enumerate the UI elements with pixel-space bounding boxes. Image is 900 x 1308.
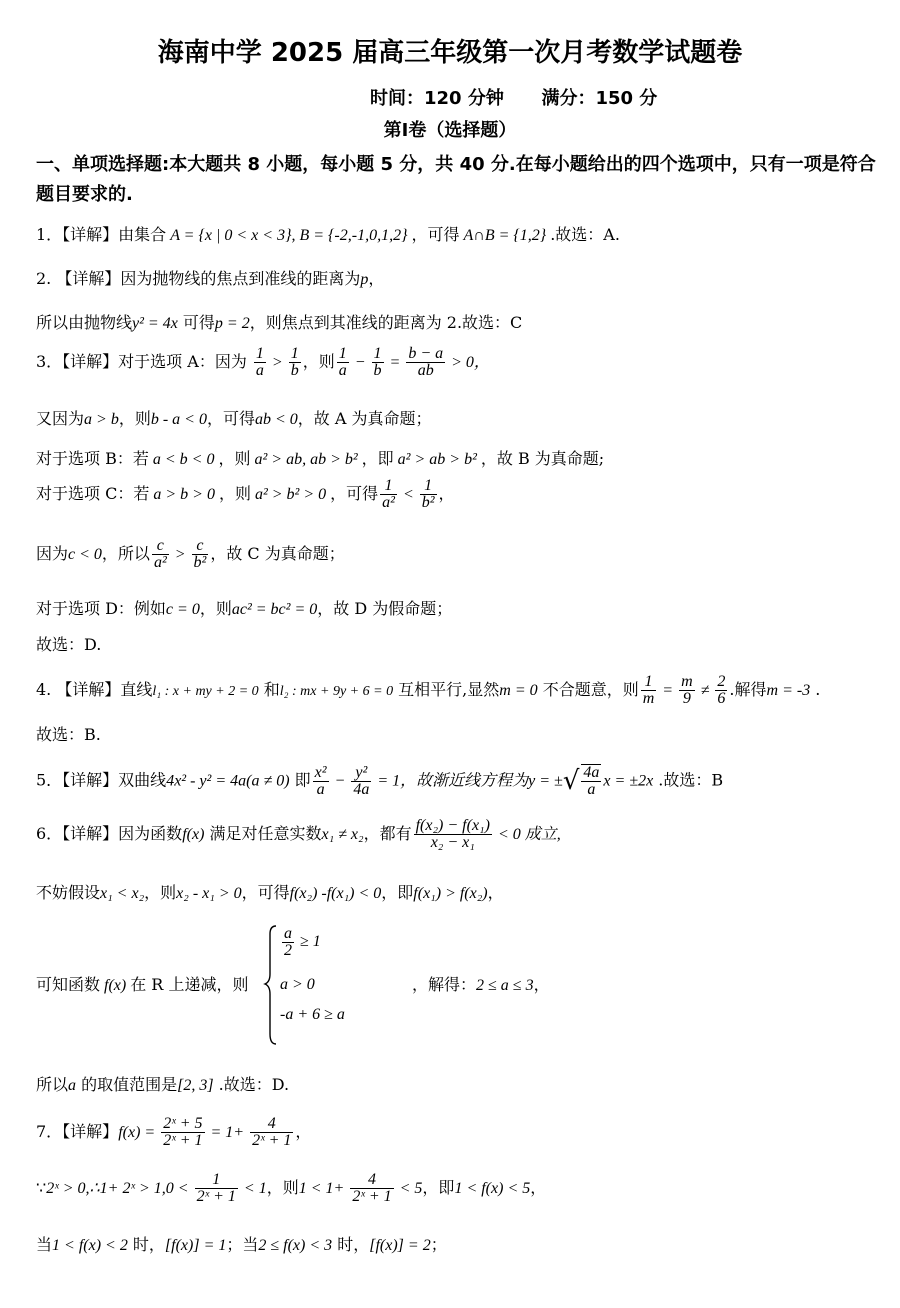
q6-math: 2 ≤ a ≤ 3	[476, 977, 534, 994]
q7-math: 1 < f(x) < 5	[454, 1180, 531, 1197]
q3-text: ，则	[218, 449, 251, 468]
q6-answer: .故选：D.	[213, 1075, 290, 1094]
system-row-1: $\frac{a}{2}$ ≥ 1	[284, 925, 321, 959]
fraction: $\frac{1}{a}$	[338, 345, 347, 379]
q2-text: 2. 【详解】因为抛物线的焦点到准线的距离为	[36, 269, 361, 288]
q1-text: 1．【详解】由集合	[36, 225, 167, 244]
q7-text: 时，	[127, 1235, 165, 1254]
fraction: $\frac{c}{\text{a²}}$	[153, 537, 167, 571]
q4-text: 和	[258, 680, 280, 699]
q4-text: 不合题意，则	[537, 680, 639, 699]
q7-line-1	[36, 1116, 311, 1149]
q4-text: .	[810, 680, 821, 699]
q5-text: = 1，故渐近线方程为	[373, 772, 529, 790]
q6-text: 的取值范围是	[76, 1075, 178, 1094]
fraction: $\frac{m}{9}$	[681, 673, 693, 707]
q5-answer: .故选：B	[653, 770, 724, 790]
q4-answer: 故选：B.	[36, 725, 101, 744]
q3-math: c < 0	[68, 546, 102, 563]
q3-text: ，可得	[206, 409, 255, 428]
q6-text: 所以	[36, 1075, 69, 1094]
brace-icon	[262, 922, 282, 1048]
inequality-system	[262, 922, 382, 1048]
fraction: $\frac{1}{b}$	[373, 345, 382, 379]
q1-math: A = {x | 0 < x < 3}, B = {-2,-1,0,1,2}	[166, 227, 412, 244]
exam-time-score	[370, 84, 657, 110]
q7-math: 1 < 1+	[298, 1180, 349, 1197]
q6-text: 在 R 上递减，则	[130, 975, 249, 994]
q4-math: m = -3	[766, 682, 811, 699]
q6-text: ，	[533, 975, 550, 994]
q1-answer: .故选：A.	[550, 225, 620, 244]
q6-math: x₂ - x₁ > 0	[176, 885, 242, 902]
q3-text: ，即	[361, 449, 394, 468]
q3-text: ，	[438, 484, 455, 503]
q2-text-4: 可得	[177, 313, 215, 332]
q7-text: ，即	[422, 1178, 455, 1197]
fraction: $\frac{1}{m}$	[642, 673, 655, 707]
q7-math: [f(x)] = 1	[164, 1237, 227, 1254]
q6-text: ，则	[144, 883, 177, 902]
q6-math: x₁ < x₂	[100, 885, 145, 902]
sqrt-symbol: √	[562, 766, 580, 796]
q7-text: ，	[530, 1178, 547, 1197]
q6-text: ，即	[381, 883, 414, 902]
q7-text: ∵	[36, 1178, 47, 1197]
q7-text: 时，	[332, 1235, 370, 1254]
q6-line-4	[36, 1072, 289, 1095]
q6-text: < 0 成立,	[493, 826, 561, 843]
q6-math: a	[68, 1077, 77, 1094]
fraction: $\frac{4}{\text{2ˣ + 1}}$	[252, 1115, 292, 1149]
fraction: $\frac{1}{\text{2ˣ + 1}}$	[196, 1171, 236, 1205]
q4-text: 4. 【详解】直线	[36, 680, 153, 699]
q3-answer: 故选：D.	[36, 635, 102, 654]
q7-text: ；当	[226, 1235, 259, 1254]
q7-math: < 5	[395, 1180, 423, 1197]
q6-text: ，可得	[241, 883, 290, 902]
q3-line-3	[36, 446, 604, 469]
q2-line-1	[36, 266, 384, 289]
q3-text: ，故 C 为真命题；	[210, 544, 345, 563]
q3-op: >	[267, 354, 287, 371]
q6-line-3b	[412, 972, 550, 995]
q6-math: f(x)	[182, 826, 205, 843]
q6-math: [2, 3]	[177, 1077, 214, 1094]
q3-text: ，可得	[330, 484, 379, 503]
q5-text: 即	[289, 770, 311, 790]
fraction: $\frac{\text{y²}}{4a}$	[353, 763, 370, 798]
q3-math: ac² = bc² = 0	[231, 601, 318, 618]
q6-text: 不妨假设	[36, 883, 101, 902]
q7-math: 1 < f(x) < 2	[52, 1237, 128, 1254]
q5-math: x = ±2x	[603, 772, 654, 790]
q3-text: 因为	[36, 544, 69, 563]
q7-text: 7．【详解】	[36, 1122, 119, 1141]
q6-line-3	[36, 972, 248, 995]
q3-text: 3．【详解】对于选项 A：因为	[36, 352, 247, 371]
q7-line-2	[36, 1172, 546, 1205]
exam-score: 满分：150 分	[541, 88, 658, 109]
q3-math: a > b	[84, 411, 119, 428]
q7-math: 2ˣ > 0,∴1+ 2ˣ > 1,0 <	[46, 1180, 193, 1197]
q6-math: f(x₂) -f(x₁) < 0	[289, 885, 382, 902]
fraction: $\frac{1}{a}$	[255, 345, 264, 379]
q3-math: c = 0	[165, 601, 200, 618]
q7-math: = 1+	[206, 1124, 249, 1141]
fraction: $\frac{\text{2ˣ + 5}}{\text{2ˣ + 1}}$	[163, 1115, 203, 1149]
q5-math: y = ±	[528, 772, 563, 790]
fraction: $\frac{4}{\text{2ˣ + 1}}$	[352, 1171, 392, 1205]
q3-text: ，则	[218, 484, 251, 503]
q3-op: −	[350, 354, 370, 371]
q4-line-1	[36, 674, 820, 707]
q3-math: a < b < 0	[148, 451, 219, 468]
q3-text: ，则	[118, 409, 151, 428]
q3-op: >	[170, 546, 190, 563]
q3-text: ，则	[199, 599, 232, 618]
q3-line-2	[36, 406, 432, 429]
q5-line	[36, 764, 723, 798]
q3-text: 又因为	[36, 409, 85, 428]
q7-math: f(x) =	[118, 1124, 160, 1141]
q6-math: x₁ ≠ x₂	[321, 826, 364, 843]
q6-math: f(x)	[100, 977, 131, 994]
fraction: $\frac{a}{2}$	[284, 925, 292, 959]
q3-math: b - a < 0	[150, 411, 207, 428]
q3-line-6	[36, 596, 452, 619]
q2-math: p	[360, 271, 369, 288]
fraction: $\frac{\text{x²}}{a}$	[314, 763, 327, 798]
fraction: $\frac{1}{\text{b²}}$	[421, 477, 435, 511]
fraction: $\frac{4a}{a}$	[583, 764, 600, 798]
q3-line-5	[36, 538, 345, 571]
q6-line-1	[36, 818, 561, 851]
q7-text: ；	[430, 1235, 447, 1254]
q2-line-2	[36, 310, 522, 333]
q7-math: < 1	[239, 1180, 267, 1197]
q5-text: 5．【详解】双曲线	[36, 770, 167, 790]
fraction: $\frac{1}{\text{a²}}$	[382, 477, 395, 511]
q7-line-3	[36, 1232, 447, 1255]
q6-text: ，	[487, 883, 504, 902]
q3-math: a² > b² > 0	[250, 486, 331, 503]
q4-math: m = 0	[499, 682, 538, 699]
q3-line-1	[36, 346, 490, 379]
section-heading: 一、单项选择题:本大题共 8 小题，每小题 5 分，共 40 分.在每小题给出的四个选项中，只有一项是符合题目要求的.	[36, 154, 876, 205]
q3-op: <	[398, 486, 418, 503]
q2-text-3: 所以由抛物线	[36, 313, 133, 332]
q3-text: ，故 B 为真命题;	[480, 449, 605, 468]
q3-text: 对于选项 B：若	[36, 449, 149, 468]
exam-title: 海南中学 2025 届高三年级第一次月考数学试题卷	[157, 38, 743, 68]
q3-op: =	[385, 354, 405, 371]
fraction: $\frac{\text{f(x₂) − f(x₁)}}{\text{x₂ − x₁}}$	[415, 817, 490, 851]
q3-text: ，所以	[101, 544, 150, 563]
q7-text: ，	[295, 1122, 312, 1141]
q3-line-4	[36, 478, 455, 511]
q6-text: 满足对任意实数	[204, 824, 322, 843]
q3-text: 对于选项 D：例如	[36, 599, 166, 618]
q6-text: 6．【详解】因为函数	[36, 824, 183, 843]
q7-math: 2 ≤ f(x) < 3	[258, 1237, 333, 1254]
q1-line	[36, 222, 620, 245]
q3-math: ab < 0	[254, 411, 298, 428]
q3-text: ，故 A 为真命题；	[297, 409, 432, 428]
q3-math: a² > ab, ab > b²	[250, 451, 362, 468]
q6-text: ，解得：	[412, 975, 477, 994]
system-row-2: a > 0	[280, 976, 315, 993]
q6-line-2	[36, 880, 504, 903]
q7-text: ，则	[266, 1178, 299, 1197]
fraction: $\frac{1}{b}$	[290, 345, 299, 379]
system-row-3: -a + 6 ≥ a	[280, 1006, 345, 1023]
q6-math: f(x₁) > f(x₂)	[413, 885, 488, 902]
q4-text: .解得	[729, 680, 767, 699]
q3-text-2: ，则	[302, 352, 335, 371]
q4-math: l₁ : x + my + 2 = 0	[152, 684, 259, 699]
q3-text: 对于选项 C：若	[36, 484, 150, 503]
q4-text: 互相平行,显然	[393, 680, 500, 699]
q7-text: 当	[36, 1235, 53, 1254]
q6-text: ，都有	[363, 824, 412, 843]
q3-math: a > b > 0	[149, 486, 219, 503]
q3-math: > 0，	[447, 354, 490, 371]
q4-op: ≠	[696, 682, 714, 699]
q2-math-3: p = 2	[214, 315, 250, 332]
volume-heading: 第Ⅰ卷（选择题）	[383, 120, 517, 141]
q4-op: =	[658, 682, 678, 699]
q1-text-2: ，可得	[411, 225, 460, 244]
q2-text-2: ，	[368, 269, 385, 288]
q2-math-2: y² = 4x	[132, 315, 178, 332]
q3-math: a² > ab > b²	[393, 451, 481, 468]
q6-text: 可知函数	[36, 975, 101, 994]
q7-math: [f(x)] = 2	[369, 1237, 431, 1254]
fraction: $\frac{c}{\text{b²}}$	[193, 537, 207, 571]
q5-math: 4x² - y² = 4a(a ≠ 0)	[166, 772, 290, 790]
q5-op: −	[330, 772, 350, 790]
q3-text: ，故 D 为假命题；	[317, 599, 453, 618]
exam-time: 时间：120 分钟	[370, 88, 504, 109]
fraction: $\frac{2}{6}$	[717, 673, 726, 707]
q4-math: l₂ : mx + 9y + 6 = 0	[279, 684, 394, 699]
fraction: $\frac{b - a}{ab}$	[408, 345, 444, 379]
q2-answer: ，则焦点到其准线的距离为 2.故选：C	[249, 313, 523, 332]
q1-math-2: A∩B = {1,2}	[459, 227, 551, 244]
